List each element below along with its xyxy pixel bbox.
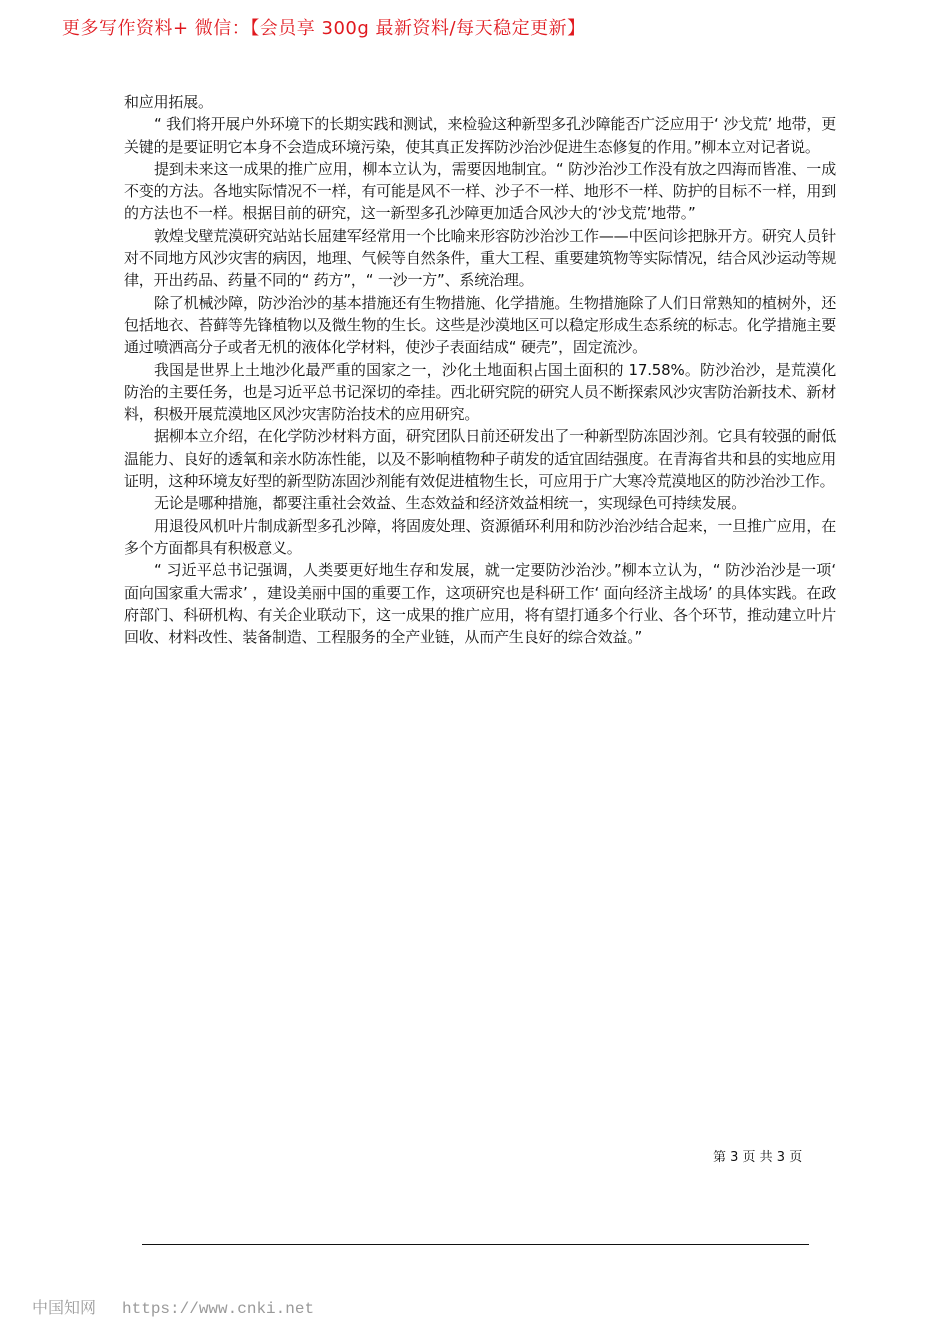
paragraph: “ 习近平总书记强调，人类要更好地生存和发展，就一定要防沙治沙。”柳本立认为，“ 防沙治沙是一项‘ 面向国家重大需求’ ，建设美丽中国的重要工作，这项研究也是科研工作‘ 面向经济主战场’ 的具体实践。在政府部门、科研机构、有关企业联动下，这一成果的推广应用，将有望打通多个行业、各个环节，推动建立叶片回收、材料改性、装备制造、工程服务的全产业链，从而产生良好的综合效益。”	[124, 561, 836, 647]
document-body	[124, 91, 836, 648]
paragraph: “ 我们将开展户外环境下的长期实践和测试，来检验这种新型多孔沙障能否广泛应用于‘ 沙戈荒’ 地带，更关键的是要证明它本身不会造成环境污染，使其真正发挥防沙治沙促进生态修复的作用。”柳本立对记者说。	[124, 115, 836, 156]
paragraph: 据柳本立介绍，在化学防沙材料方面，研究团队日前还研发出了一种新型防冻固沙剂。它具有较强的耐低温能力、良好的透氧和亲水防冻性能，以及不影响植物种子萌发的适宜固结强度。在青海省共和县的实地应用证明，这种环境友好型的新型防冻固沙剂能有效促进植物生长，可应用于广大寒冷荒漠地区的防沙治沙工作。	[124, 427, 836, 491]
paragraph: 用退役风机叶片制成新型多孔沙障，将固废处理、资源循环利用和防沙治沙结合起来，一旦推广应用，在多个方面都具有积极意义。	[124, 516, 836, 557]
paragraph: 敦煌戈壁荒漠研究站站长屈建军经常用一个比喻来形容防沙治沙工作——中医问诊把脉开方。研究人员针对不同地方风沙灾害的病因，地理、气候等自然条件，重大工程、重要建筑物等实际情况，结合风沙运动等规律，开出药品、药量不同的“ 药方”，“ 一沙一方”、系统治理。	[124, 226, 836, 290]
site-url[interactable]: https://www.cnki.net	[122, 1300, 315, 1318]
paragraph: 提到未来这一成果的推广应用，柳本立认为，需要因地制宜。“ 防沙治沙工作没有放之四海而皆准、一成不变的方法。各地实际情况不一样，有可能是风不一样、沙子不一样、地形不一样、防护的目标不一样，用到的方法也不一样。根据目前的研究，这一新型多孔沙障更加适合风沙大的‘沙戈荒’地带。”	[124, 159, 836, 223]
paragraph: 无论是哪种措施，都要注重社会效益、生态效益和经济效益相统一，实现绿色可持续发展。	[154, 494, 747, 513]
paragraph: 除了机械沙障，防沙治沙的基本措施还有生物措施、化学措施。生物措施除了人们日常熟知的植树外，还包括地衣、苔藓等先锋植物以及微生物的生长。这些是沙漠地区可以稳定形成生态系统的标志。化学措施主要通过喷洒高分子或者无机的液体化学材料，使沙子表面结成“ 硬壳”，固定流沙。	[124, 293, 836, 357]
site-name: 中国知网	[32, 1298, 97, 1317]
paragraph: 和应用拓展。	[124, 93, 213, 111]
source-footer	[32, 1295, 314, 1318]
page-number: 第 3 页 共 3 页	[713, 1150, 803, 1165]
footer-divider	[142, 1244, 809, 1245]
promo-banner: 更多写作资料+ 微信：【会员享 300g 最新资料/每天稳定更新】	[62, 18, 586, 39]
paragraph: 我国是世界上土地沙化最严重的国家之一，沙化土地面积占国土面积的 17.58%。防沙治沙，是荒漠化防治的主要任务，也是习近平总书记深切的牵挂。西北研究院的研究人员不断探索风沙灾害防治新技术、新材料，积极开展荒漠地区风沙灾害防治技术的应用研究。	[124, 360, 836, 424]
